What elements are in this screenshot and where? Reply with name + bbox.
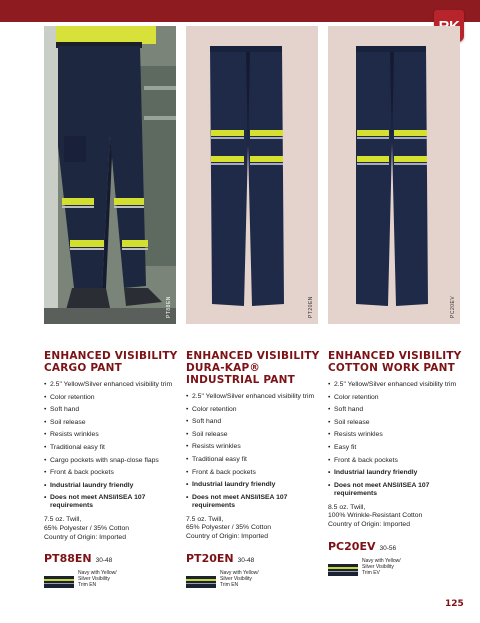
fabric-line: Country of Origin: Imported [44,533,126,541]
product-photo-industrial-pant [186,26,318,324]
size-range: 30-56 [379,544,397,552]
swatch-chip [328,564,358,576]
feature-item: • Does not meet ANSI/ISEA 107 requirements [186,494,322,510]
feature-item: • Color retention [328,394,464,402]
sku-code: PT20EN [186,551,234,565]
feature-item: • Traditional easy fit [186,456,322,464]
product-column-industrial-pant [186,350,322,588]
product-photo-cargo-pant [44,26,176,324]
fabric-line: 65% Polyester / 35% Cotton [44,524,130,532]
swatch-chip [186,576,216,588]
swatch-line: Silver Visibility [362,563,394,570]
fabric-info [44,516,180,542]
swatch-line: Navy with Yellow/ [78,570,117,577]
feature-item: • Color retention [186,406,322,414]
swatch-line: Navy with Yellow/ [362,557,401,564]
image-style-code: PT20EN [308,296,314,318]
feature-item: • Color retention [44,394,180,402]
swatch-label [220,570,259,588]
page-number: 125 [445,599,464,609]
fabric-info [328,504,464,530]
title-line: COTTON WORK PANT [328,362,455,374]
image-style-code: PC20EV [450,295,456,318]
title-line: CARGO PANT [44,362,122,374]
feature-item: • Does not meet ANSI/ISEA 107 requirements [328,482,464,498]
feature-item: • 2.5" Yellow/Silver enhanced visibility trim [44,381,180,389]
swatch-line: Trim EN [78,582,97,589]
product-title [328,350,464,374]
feature-item: • Traditional easy fit [44,444,180,452]
swatch-chip [44,576,74,588]
feature-item: • Resists wrinkles [44,431,180,439]
feature-item: • Resists wrinkles [328,431,464,439]
industrial-pant-illustration [186,26,318,324]
cotton-work-pant-illustration [328,26,460,324]
title-line: ENHANCED VISIBILITY [44,350,178,362]
feature-item: • Industrial laundry friendly [186,481,322,489]
sku-code: PC20EV [328,539,376,553]
color-swatch [186,570,322,588]
feature-item: • Front & back pockets [44,469,180,477]
swatch-line: Trim EN [220,581,239,588]
swatch-label [362,558,401,576]
feature-item: • Soft hand [186,418,322,426]
feature-list [328,381,464,498]
swatch-line: Silver Visibility [220,575,252,582]
feature-list [44,381,180,510]
product-title [186,350,322,386]
color-swatch [328,558,464,576]
feature-item: • 2.5" Yellow/Silver enhanced visibility trim [328,381,464,389]
feature-item: • Soft hand [328,406,464,414]
swatch-line: Navy with Yellow/ [220,569,259,576]
feature-item: • Easy fit [328,444,464,452]
fabric-line: Country of Origin: Imported [186,532,268,540]
title-line: ENHANCED VISIBILITY [328,350,462,362]
feature-item: • Resists wrinkles [186,443,322,451]
size-range: 30-48 [237,556,255,564]
swatch-line: Trim EV [362,569,380,576]
feature-item: • Front & back pockets [328,457,464,465]
feature-item: • Industrial laundry friendly [328,469,464,477]
sku-row [186,552,322,565]
feature-item: • Soft hand [44,406,180,414]
sku-code: PT88EN [44,552,92,566]
title-line: ENHANCED VISIBILITY [186,350,320,362]
feature-item: • 2.5" Yellow/Silver enhanced visibility trim [186,393,322,401]
feature-item: • Cargo pockets with snap-close flaps [44,457,180,465]
feature-item: • Industrial laundry friendly [44,482,180,490]
feature-item: • Soil release [328,419,464,427]
feature-item: • Front & back pockets [186,469,322,477]
size-range: 30-48 [95,557,113,565]
swatch-line: Silver Visibility [78,576,110,583]
title-line: INDUSTRIAL PANT [186,374,295,386]
feature-item: • Soil release [186,431,322,439]
fabric-info [186,516,322,542]
sku-row [44,552,180,565]
product-column-cotton-work-pant [328,350,464,576]
fabric-line: 7.5 oz. Twill, [44,516,82,524]
fabric-line: 8.5 oz. Twill, [328,503,366,511]
product-column-cargo-pant [44,350,180,588]
title-line: DURA-KAP® [186,362,261,374]
fabric-line: 7.5 oz. Twill, [186,515,224,523]
fabric-line: 100% Wrinkle-Resistant Cotton [328,512,423,520]
product-photo-cotton-work-pant [328,26,460,324]
feature-list [186,393,322,510]
sku-row [328,540,464,553]
fabric-line: Country of Origin: Imported [328,520,410,528]
product-title [44,350,180,374]
swatch-label [78,570,117,588]
cargo-pant-illustration [44,26,176,324]
fabric-line: 65% Polyester / 35% Cotton [186,524,272,532]
image-style-code: PT88EN [166,296,172,318]
top-brand-bar [0,0,480,22]
feature-item: • Does not meet ANSI/ISEA 107 requirements [44,494,180,510]
feature-item: • Soil release [44,419,180,427]
color-swatch [44,570,180,588]
